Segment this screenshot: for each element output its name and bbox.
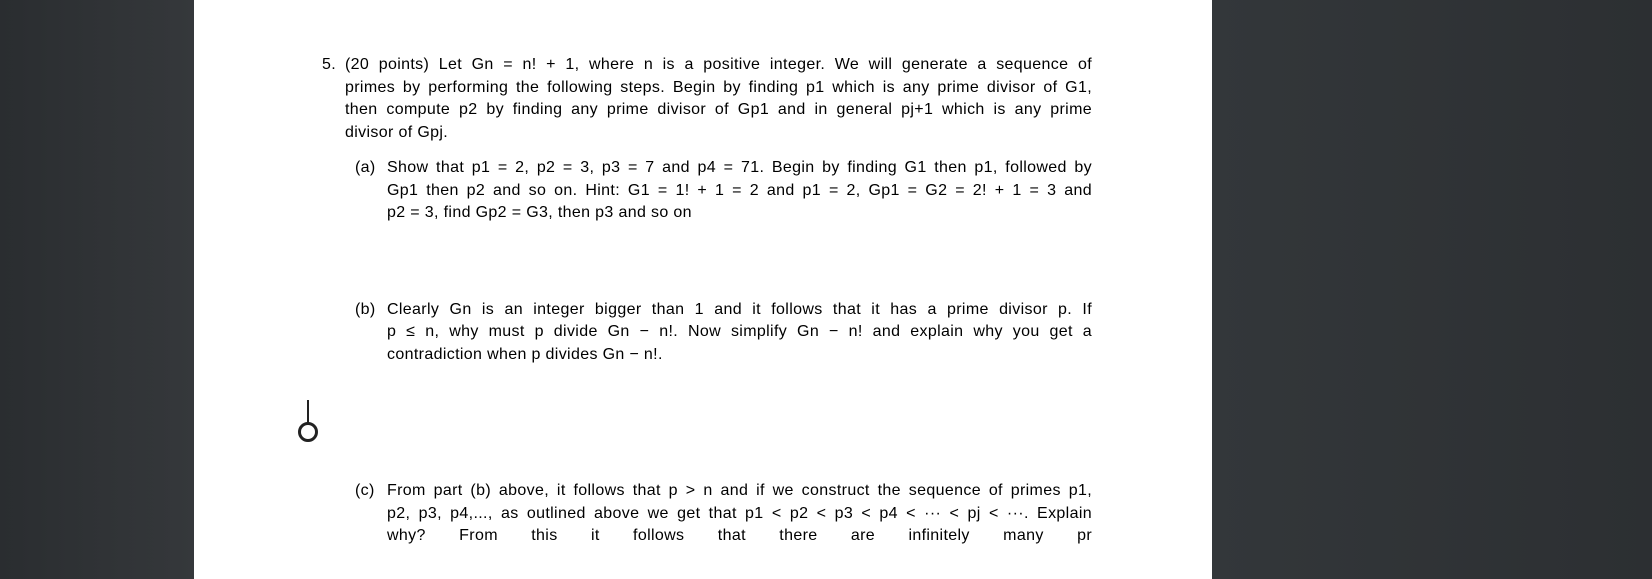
part-b	[355, 299, 1092, 367]
window-background-right	[1212, 0, 1652, 579]
part-c	[355, 480, 1092, 548]
part-text-line: From part (b) above, it follows that p > n and if we construct the sequence of primes p1,	[387, 482, 1092, 499]
cursor-ring	[298, 422, 318, 442]
part-text-line: p ≤ n, why must p divide Gn − n!. Now simplify Gn − n! and explain why you get a	[387, 323, 1092, 340]
question-text-line: (20 points) Let Gn = n! + 1, where n is a positive integer. We will generate a sequence of	[345, 56, 1092, 73]
part-a	[355, 157, 1092, 225]
document-body	[322, 54, 1092, 548]
part-label: (b)	[355, 300, 376, 318]
part-label: (a)	[355, 159, 376, 176]
part-text-line: Gp1 then p2 and so on. Hint: G1 = 1! + 1 = 2 and p1 = 2, Gp1 = G2 = 2! + 1 = 3 and	[387, 181, 1092, 199]
cursor-stem	[307, 400, 309, 424]
document-page[interactable]	[194, 0, 1212, 579]
part-text-line: p2, p3, p4,..., as outlined above we get that p1 < p2 < p3 < p4 < ··· < pj < ···. Explain	[387, 504, 1092, 522]
part-text-line: why? From this it follows that there are infinitely many pr	[387, 527, 1092, 544]
window-background-left	[0, 0, 194, 579]
part-text-line: contradiction when p divides Gn − n!.	[387, 345, 663, 363]
part-text-line: Show that p1 = 2, p2 = 3, p3 = 7 and p4 = 71. Begin by finding G1 then p1, followed by	[387, 159, 1092, 176]
question-number: 5.	[322, 56, 337, 73]
part-text-line: p2 = 3, find Gp2 = G3, then p3 and so on	[387, 204, 692, 221]
question-text-line: primes by performing the following steps. Begin by finding p1 which is any prime divisor of G1,	[345, 78, 1092, 96]
part-label: (c)	[355, 482, 375, 499]
question-5	[322, 54, 1092, 144]
pointer-cursor-icon	[297, 400, 319, 444]
part-text-line: Clearly Gn is an integer bigger than 1 and it follows that it has a prime divisor p. If	[387, 300, 1092, 318]
question-text-line: divisor of Gpj.	[345, 123, 449, 141]
question-text-line: then compute p2 by finding any prime divisor of Gp1 and in general pj+1 which is any prime	[345, 101, 1092, 118]
